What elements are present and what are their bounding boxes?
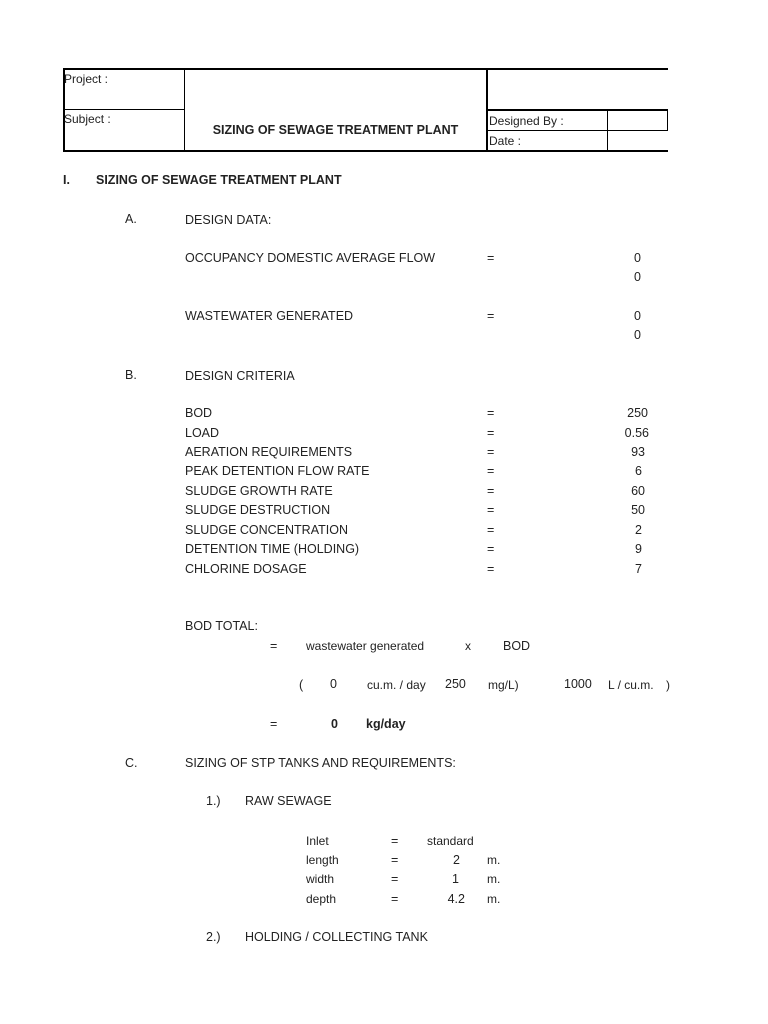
bod-result-eq: = [270,717,278,731]
raw-sewage-value: 4.2 [447,892,465,906]
criteria-label: SLUDGE DESTRUCTION [185,503,331,517]
item1-number: 1.) [206,794,221,808]
raw-sewage-label: depth [306,892,337,906]
header-row-split-left [65,109,185,110]
bod-calc-u3: L / cu.m. [608,678,654,692]
design-data-title: DESIGN DATA: [185,213,272,227]
raw-sewage-unit: m. [487,892,501,906]
criteria-value: 93 [631,445,645,459]
raw-sewage-unit: m. [487,853,501,867]
bod-calc-u2: mg/L) [488,678,519,692]
bod-calc-v3: 1000 [564,677,592,691]
bod-calc-close: ) [666,678,670,692]
date-label: Date : [489,134,522,148]
header-border-bottom [63,150,668,152]
raw-sewage-label: length [306,853,339,867]
criteria-value: 50 [631,503,645,517]
criteria-label: SLUDGE GROWTH RATE [185,484,333,498]
raw-sewage-eq: = [391,834,399,848]
item2-number: 2.) [206,930,221,944]
criteria-value: 60 [631,484,645,498]
criteria-eq: = [487,484,495,498]
criteria-value: 250 [627,406,648,420]
header-designed-bottom [488,130,668,131]
section-title: SIZING OF SEWAGE TREATMENT PLANT [96,173,342,187]
criteria-value: 2 [635,523,642,537]
raw-sewage-eq: = [391,853,399,867]
bod-formula-eq: = [270,639,278,653]
criteria-eq: = [487,503,495,517]
bod-calc-v1: 0 [330,677,337,691]
raw-sewage-label: Inlet [306,834,329,848]
raw-sewage-value: 1 [452,872,459,886]
wastewater-value-2: 0 [634,328,641,342]
criteria-label: CHLORINE DOSAGE [185,562,307,576]
occupancy-eq: = [487,251,495,265]
header-row-split-right [486,109,668,111]
criteria-label: LOAD [185,426,220,440]
criteria-eq: = [487,445,495,459]
header-designed-divider [607,110,608,150]
occupancy-value-1: 0 [634,251,641,265]
criteria-eq: = [487,542,495,556]
raw-sewage-eq: = [391,892,399,906]
wastewater-label: WASTEWATER GENERATED [185,309,354,323]
design-criteria-title: DESIGN CRITERIA [185,369,295,383]
header-border-top [63,68,668,70]
bod-calc-v2: 250 [445,677,466,691]
section-number: I. [63,173,70,187]
bod-formula-a: wastewater generated [306,639,425,653]
criteria-eq: = [487,406,495,420]
sizing-title: SIZING OF STP TANKS AND REQUIREMENTS: [185,756,456,770]
criteria-label: BOD [185,406,213,420]
design-criteria-letter: B. [125,368,137,382]
raw-sewage-value: 2 [453,853,460,867]
raw-sewage-label: width [306,872,335,886]
bod-result-unit: kg/day [366,717,406,731]
bod-calc-u1: cu.m. / day [367,678,426,692]
criteria-eq: = [487,562,495,576]
criteria-value: 7 [635,562,642,576]
bod-calc-open: ( [299,678,304,692]
bod-formula-b: BOD [503,639,531,653]
bod-result-value: 0 [331,717,338,731]
wastewater-eq: = [487,309,495,323]
criteria-value: 6 [635,464,642,478]
criteria-label: DETENTION TIME (HOLDING) [185,542,360,556]
header-divider-1 [184,70,185,150]
subject-title: SIZING OF SEWAGE TREATMENT PLANT [212,123,459,137]
criteria-value: 0.56 [624,426,649,440]
wastewater-value-1: 0 [634,309,641,323]
criteria-value: 9 [635,542,642,556]
project-label: Project : [64,72,109,86]
criteria-label: AERATION REQUIREMENTS [185,445,353,459]
criteria-eq: = [487,464,495,478]
item2-title: HOLDING / COLLECTING TANK [245,930,428,944]
occupancy-value-2: 0 [634,270,641,284]
criteria-eq: = [487,523,495,537]
criteria-label: PEAK DETENTION FLOW RATE [185,464,370,478]
subject-label: Subject : [64,112,111,126]
designed-by-label: Designed By : [489,114,564,128]
raw-sewage-unit: m. [487,872,501,886]
raw-sewage-value: standard [427,834,474,848]
header-designed-right [667,110,668,131]
bod-total-title: BOD TOTAL: [185,619,258,633]
sizing-letter: C. [125,756,138,770]
item1-title: RAW SEWAGE [245,794,332,808]
bod-formula-op: x [465,639,471,653]
criteria-label: SLUDGE CONCENTRATION [185,523,348,537]
occupancy-label: OCCUPANCY DOMESTIC AVERAGE FLOW [185,251,436,265]
design-data-letter: A. [125,212,137,226]
raw-sewage-eq: = [391,872,399,886]
criteria-eq: = [487,426,495,440]
